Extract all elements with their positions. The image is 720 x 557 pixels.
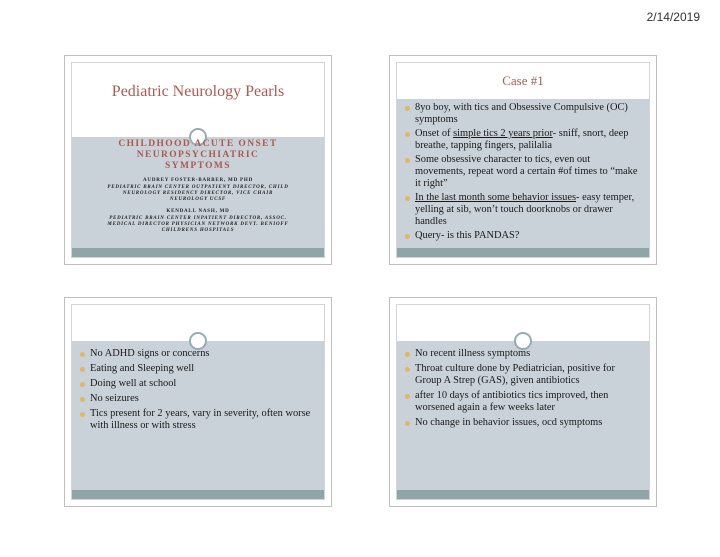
list-item: Query- is this PANDAS? bbox=[405, 230, 641, 242]
slide-footer-bar bbox=[72, 248, 324, 257]
author-role: NEUROLOGY RESIDENCY DIRECTOR, VICE CHAIR bbox=[122, 191, 274, 196]
bullet-icon bbox=[405, 234, 410, 239]
subtitle-heading-line: SYMPTOMS bbox=[165, 161, 231, 171]
list-item: 8yo boy, with tics and Obsessive Compulsive (OC) symptoms bbox=[405, 102, 641, 126]
list-item: Eating and Sleeping well bbox=[80, 363, 316, 375]
print-date: 2/14/2019 bbox=[646, 10, 700, 24]
bullet-icon bbox=[405, 106, 410, 111]
subtitle-block bbox=[72, 139, 324, 234]
bullet-icon bbox=[80, 367, 85, 372]
slide-2-frame bbox=[396, 62, 650, 258]
slide-title: Case #1 bbox=[502, 73, 544, 88]
list-item: No seizures bbox=[80, 393, 316, 405]
bullet-list bbox=[80, 348, 316, 434]
slide-1-frame bbox=[71, 62, 325, 258]
bullet-icon bbox=[405, 132, 410, 137]
author-role: NEUROLOGY UCSF bbox=[169, 197, 227, 202]
slide-title: Pediatric Neurology Pearls bbox=[111, 83, 285, 100]
list-item: Tics present for 2 years, vary in severity, often worse with illness or with stress bbox=[80, 408, 316, 432]
bullet-list bbox=[405, 102, 641, 244]
list-item: In the last month some behavior issues- easy temper, yelling at sib, won’t touch doorknobs or drawer handles bbox=[405, 192, 641, 228]
slide-4[interactable] bbox=[389, 297, 657, 507]
slide-2[interactable] bbox=[389, 55, 657, 265]
list-item: after 10 days of antibiotics tics improved, then worsened again a few weeks later bbox=[405, 390, 641, 414]
bullet-list bbox=[405, 348, 641, 431]
author-role: PEDIATRIC BRAIN CENTER INPATIENT DIRECTOR, ASSOC. bbox=[109, 216, 287, 221]
author-role: PEDIATRIC BRAIN CENTER OUTPATIENT DIRECTOR, CHILD bbox=[107, 185, 289, 190]
bullet-icon bbox=[405, 158, 410, 163]
bullet-icon bbox=[80, 412, 85, 417]
author-name: AUDREY FOSTER-BARBER, MD PHD bbox=[143, 178, 253, 183]
list-item: No recent illness symptoms bbox=[405, 348, 641, 360]
list-item: Some obsessive character to tics, even out movements, repeat word a certain #of times to “make it right” bbox=[405, 154, 641, 190]
slide-footer-bar bbox=[397, 490, 649, 499]
slide-footer-bar bbox=[397, 248, 649, 257]
bullet-icon bbox=[80, 352, 85, 357]
slide-4-frame bbox=[396, 304, 650, 500]
list-item: No ADHD signs or concerns bbox=[80, 348, 316, 360]
slide-3-frame bbox=[71, 304, 325, 500]
list-item: Doing well at school bbox=[80, 378, 316, 390]
bullet-icon bbox=[405, 367, 410, 372]
bullet-icon bbox=[80, 397, 85, 402]
bullet-icon bbox=[405, 421, 410, 426]
slide-1[interactable] bbox=[64, 55, 332, 265]
subtitle-heading-line: NEUROPSYCHIATRIC bbox=[136, 150, 260, 160]
slide-footer-bar bbox=[72, 490, 324, 499]
subtitle-heading-line: CHILDHOOD ACUTE ONSET bbox=[118, 139, 278, 149]
slide-3[interactable] bbox=[64, 297, 332, 507]
author-role: MEDICAL DIRECTOR PHYSICIAN NETWORK DEVT. BENIOFF bbox=[107, 222, 289, 227]
bullet-icon bbox=[405, 352, 410, 357]
list-item: Onset of simple tics 2 years prior- sniff, snort, deep breathe, tapping fingers, palilalia bbox=[405, 128, 641, 152]
list-item: No change in behavior issues, ocd symptoms bbox=[405, 417, 641, 429]
author-name: KENDALL NASH, MD bbox=[166, 209, 230, 214]
author-role: CHILDRENS HOSPITALS bbox=[161, 228, 235, 233]
bullet-icon bbox=[405, 196, 410, 201]
list-item: Throat culture done by Pediatrician, positive for Group A Strep (GAS), given antibiotics bbox=[405, 363, 641, 387]
bullet-icon bbox=[80, 382, 85, 387]
bullet-icon bbox=[405, 394, 410, 399]
